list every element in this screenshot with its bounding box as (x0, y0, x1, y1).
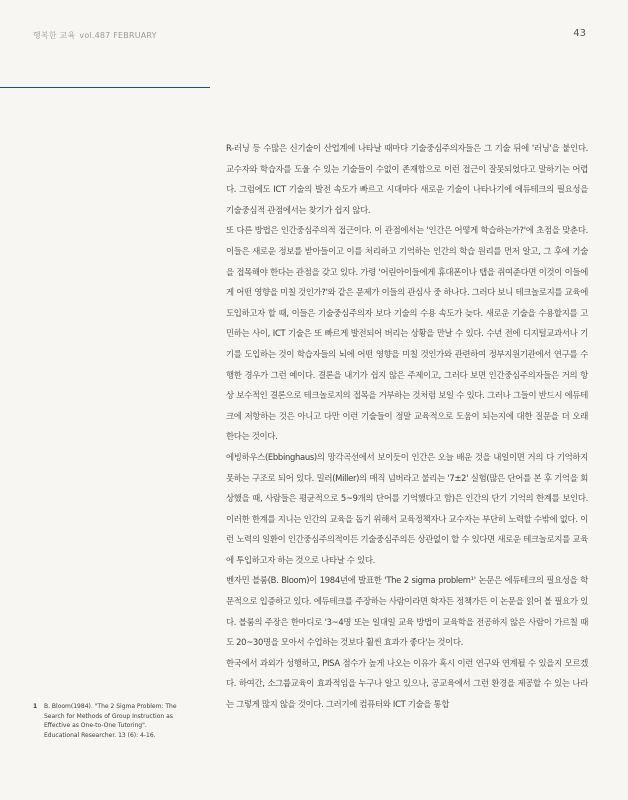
paragraph: 벤자민 블룸(B. Bloom)이 1984년에 발표한 'The 2 sigma problem¹' 논문은 에듀테크의 필요성을 학문적으로 입증하고 있다. 에듀테크를 주장하는 사람이라면 학자든 정책가든 이 논문을 읽어 볼 필요가 있다. 블룸의 주장은 한마디로 '3~4명 또는 일대일 교육 방법이 교육학을 전공하지 않은 사람이 가르칠 때도 20~30명을 모아서 수업하는 것보다 훨씬 효과가 좋다'는 것이다. (226, 575, 588, 648)
footnote-number: 1 (33, 703, 38, 710)
footnote-text: B. Bloom(1984). "The 2 Sigma Problem: The Search for Methods of Group Instruction as Effective as One-to-One Tutoring". Educational Researcher. 13 (6): 4-16. (44, 703, 177, 739)
paragraph: 한국에서 과외가 성행하고, PISA 점수가 높게 나오는 이유가 혹시 이런 연구와 연계될 수 있을지 모르겠다. 하여간, 소그룹교육이 효과적임을 누구나 알고 있으나, 공교육에서 그런 환경을 제공할 수 있는 나라는 그렇게 많지 않을 것이다. 그러기에 컴퓨터와 ICT 기술을 통합 (226, 657, 588, 710)
issue-label: vol.487 FEBRUARY (79, 31, 157, 40)
footnote (33, 702, 183, 740)
accent-rule (0, 87, 210, 88)
running-header (33, 30, 157, 41)
magazine-title: 행복한 교육 (33, 31, 76, 40)
paragraph: 또 다른 방법은 인간중심주의적 접근이다. 이 관점에서는 '인간은 어떻게 학습하는가?'에 초점을 맞춘다. 이들은 새로운 정보를 받아들이고 이를 처리하고 기억하는 인간의 학습 원리를 먼저 알고, 그 후에 기술을 접목해야 한다는 관점을 갖고 있다. 가령 '어린아이들에게 휴대폰이나 탭을 쥐여준다면 이것이 이들에게 어떤 영향을 미칠 것인가?'와 같은 문제가 이들의 관심사 중 하나다. 그러다 보니 테크놀로지를 교육에 도입하고자 할 때, 이들은 기술중심주의자 보다 기술의 수용 속도가 늦다. 새로운 기술을 수용할지를 고민하는 사이, ICT 기술은 또 빠르게 발전되어 버리는 상황을 만날 수 있다. 수년 전에 디지털교과서나 기기를 도입하는 것이 학습자들의 뇌에 어떤 영향을 미칠 것인가와 관련하여 정부지원기관에서 연구를 수행한 경우가 그런 예이다. 결론을 내기가 쉽지 않은 주제이고, 그러다 보면 인간중심주의자들은 거의 항상 보수적인 결론으로 테크놀로지의 접목을 거부하는 것처럼 보일 수 있다. 그러나 그들이 반드시 에듀테크에 저항하는 것은 아니고 다만 이런 기술들이 정말 교육적으로 도움이 되는지에 대한 질문을 더 오래 한다는 것이다. (226, 225, 588, 442)
article-body (226, 138, 588, 715)
page-number: 43 (573, 28, 586, 39)
paragraph: R-러닝 등 수많은 신기술이 산업계에 나타날 때마다 기술중심주의자들은 그 기술 뒤에 '러닝'을 붙인다. 교수자와 학습자를 도울 수 있는 기술들이 수없이 존재함으로 이런 접근이 잘못되었다고 말하기는 어렵다. 그럼에도 ICT 기술의 발전 속도가 빠르고 시대마다 새로운 기술이 나타나기에 에듀테크의 필요성을 기술중심적 관점에서는 찾기가 쉽지 않다. (226, 143, 588, 215)
paragraph: 에빙하우스(Ebbinghaus)의 망각곡선에서 보이듯이 인간은 오늘 배운 것을 내일이면 거의 다 기억하지 못하는 구조로 되어 있다. 밀러(Miller)의 매직 넘버라고 불리는 '7±2' 실험(많은 단어를 본 후 기억을 회상했을 때, 사람들은 평균적으로 5~9개의 단어를 기억했다고 함)은 인간의 단기 기억의 한계를 보인다. 이러한 한계를 지니는 인간의 교육을 돕기 위해서 교육정책자나 교수자는 부단히 노력할 수밖에 없다. 이런 노력의 일환이 인간중심주의적이든 기술중심주의든 상관없이 할 수 있다면 새로운 테크놀로지를 교육에 투입하고자 하는 것으로 나타날 수 있다. (226, 451, 588, 565)
